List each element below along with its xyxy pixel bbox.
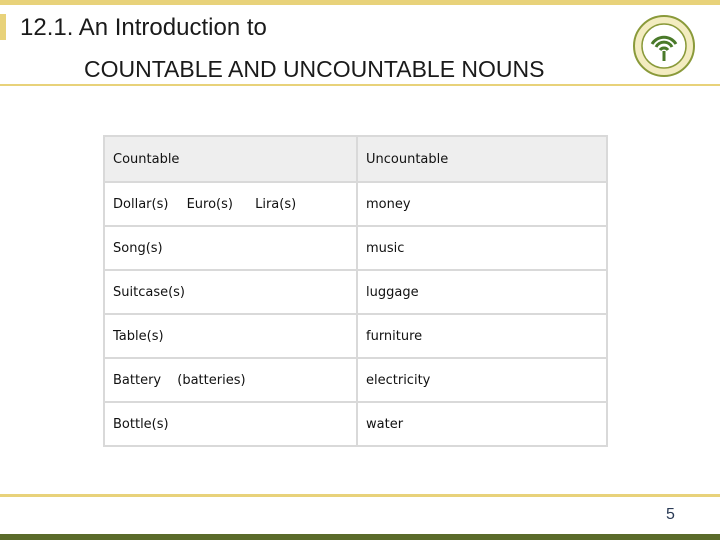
uncountable-cell: music bbox=[357, 226, 607, 270]
header-countable: Countable bbox=[104, 136, 357, 182]
slide-title: 12.1. An Introduction to bbox=[20, 14, 267, 41]
bottom-divider bbox=[0, 494, 720, 497]
countable-cell: Song(s) bbox=[104, 226, 357, 270]
slide-subtitle: COUNTABLE AND UNCOUNTABLE NOUNS bbox=[84, 56, 545, 82]
table-header-row bbox=[104, 136, 607, 182]
header-uncountable: Uncountable bbox=[357, 136, 607, 182]
table-row bbox=[104, 402, 607, 446]
nouns-table bbox=[103, 135, 608, 447]
top-accent-bar bbox=[0, 0, 720, 5]
countable-word: Lira(s) bbox=[255, 196, 297, 212]
countable-cell: Suitcase(s) bbox=[104, 270, 357, 314]
countable-cell: Table(s) bbox=[104, 314, 357, 358]
table-row bbox=[104, 226, 607, 270]
uncountable-cell: furniture bbox=[357, 314, 607, 358]
countable-cell: Bottle(s) bbox=[104, 402, 357, 446]
page-number: 5 bbox=[666, 506, 675, 523]
uncountable-cell: luggage bbox=[357, 270, 607, 314]
countable-word: Battery bbox=[113, 372, 162, 388]
countable-word: Euro(s) bbox=[186, 196, 233, 212]
countable-word: Dollar(s) bbox=[113, 196, 169, 212]
uncountable-cell: electricity bbox=[357, 358, 607, 402]
uncountable-cell: money bbox=[357, 182, 607, 226]
table-row bbox=[104, 358, 607, 402]
countable-word: (batteries) bbox=[177, 372, 246, 388]
footer-band bbox=[0, 534, 720, 540]
university-seal-icon bbox=[632, 14, 696, 78]
countable-cell bbox=[104, 358, 357, 402]
table-row bbox=[104, 314, 607, 358]
countable-cell bbox=[104, 182, 357, 226]
table-row bbox=[104, 182, 607, 226]
title-marker bbox=[0, 14, 6, 40]
title-divider bbox=[0, 84, 720, 86]
uncountable-cell: water bbox=[357, 402, 607, 446]
table-row bbox=[104, 270, 607, 314]
